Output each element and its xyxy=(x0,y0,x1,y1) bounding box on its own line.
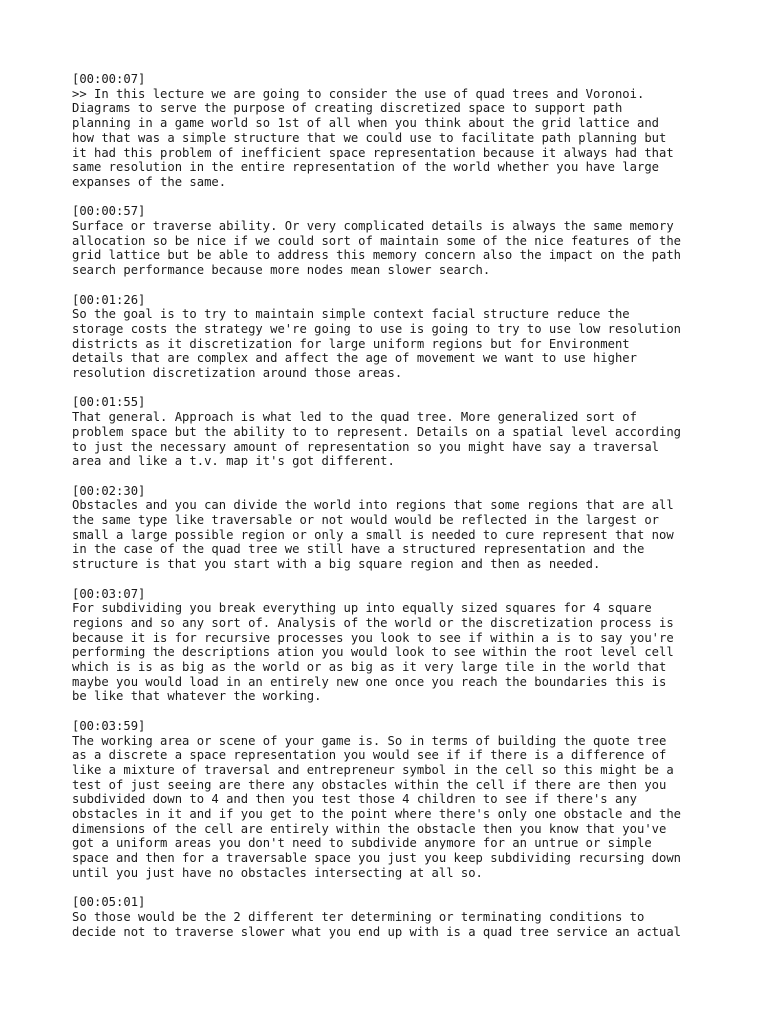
timestamp: [00:03:59] xyxy=(72,718,146,733)
transcript-paragraph: The working area or scene of your game is. So in terms of building the quote tree as a discrete a space representation you would see if if there is a difference of like a mixture of traversal and entrepreneur symbol in the cell so this might be a test of just seeing are there any obstacles within the cell if there are then you subdivided down to 4 and then you test those 4 children to see if there's any obstacles in it and if you get to the point where there's only one obstacle and the dimensions of the cell are entirely within the obstacle then you know that you've got a uniform areas you don't need to subdivide anymore for an untrue or simple space and then for a traversable space you just you keep subdividing recursing down until you just have no obstacles intersecting at all so. xyxy=(72,733,682,880)
transcript-paragraph: For subdividing you break everything up into equally sized squares for 4 square regions and so any sort of. Analysis of the world or the discretization process is because it is for recursive processes you look to see if within a is to say you're performing the descriptions ation you would look to see within the root level cell which is is as big as the world or as big as it very large tile in the world that maybe you would load in an entirely new one once you reach the boundaries this is be like that whatever the working. xyxy=(72,601,674,704)
timestamp: [00:05:01] xyxy=(72,895,146,910)
timestamp: [00:03:07] xyxy=(72,586,146,601)
transcript-paragraph: Obstacles and you can divide the world into regions that some regions that are all the same type like traversable or not would would be reflected in the largest or small a large possible region or only a small is needed to cure represent that now in the case of the quad tree we still have a structured representation and the structure is that you start with a big square region and then as needed. xyxy=(72,498,674,572)
transcript-paragraph: So the goal is to try to maintain simple context facial structure reduce the storage costs the strategy we're going to use is going to try to use low resolution districts as it discretization for large uniform regions but for Environment details that are complex and affect the age of movement we want to use higher resolution discretization around those areas. xyxy=(72,307,682,381)
timestamp: [00:00:07] xyxy=(72,72,146,86)
transcript-entry xyxy=(72,587,712,705)
transcript-paragraph: >> In this lecture we are going to consider the use of quad trees and Voronoi. Diagrams to serve the purpose of creating discretized space to support path planning in a game world so 1st of all when you think about the grid lattice and how that was a simple structure that we could use to facilitate path planning but it had this problem of inefficient space representation because it always had that same resolution in the entire representation of the world whether you have large expanses of the same. xyxy=(72,86,674,189)
transcript-paragraph: That general. Approach is what led to the quad tree. More generalized sort of problem space but the ability to to represent. Details on a spatial level according to just the necessary amount of representation so you might have say a traversal area and like a t.v. map it's got different. xyxy=(72,410,682,469)
transcript-paragraph: Surface or traverse ability. Or very complicated details is always the same memory allocation so be nice if we could sort of maintain some of the nice features of the grid lattice but be able to address this memory concern also the impact on the path search performance because more nodes mean slower search. xyxy=(72,219,682,278)
transcript-entry xyxy=(72,395,712,469)
timestamp: [00:01:26] xyxy=(72,292,146,307)
transcript-entry xyxy=(72,719,712,881)
transcript-page xyxy=(72,72,712,954)
transcript-paragraph: So those would be the 2 different ter determining or terminating conditions to decide not to traverse slower what you end up with is a quad tree service an actual xyxy=(72,909,682,939)
timestamp: [00:01:55] xyxy=(72,395,146,410)
transcript-entry xyxy=(72,72,712,190)
transcript-entry xyxy=(72,484,712,572)
transcript-entry xyxy=(72,204,712,278)
timestamp: [00:02:30] xyxy=(72,483,146,498)
transcript-entry xyxy=(72,293,712,381)
timestamp: [00:00:57] xyxy=(72,204,146,219)
transcript-entry xyxy=(72,895,712,939)
